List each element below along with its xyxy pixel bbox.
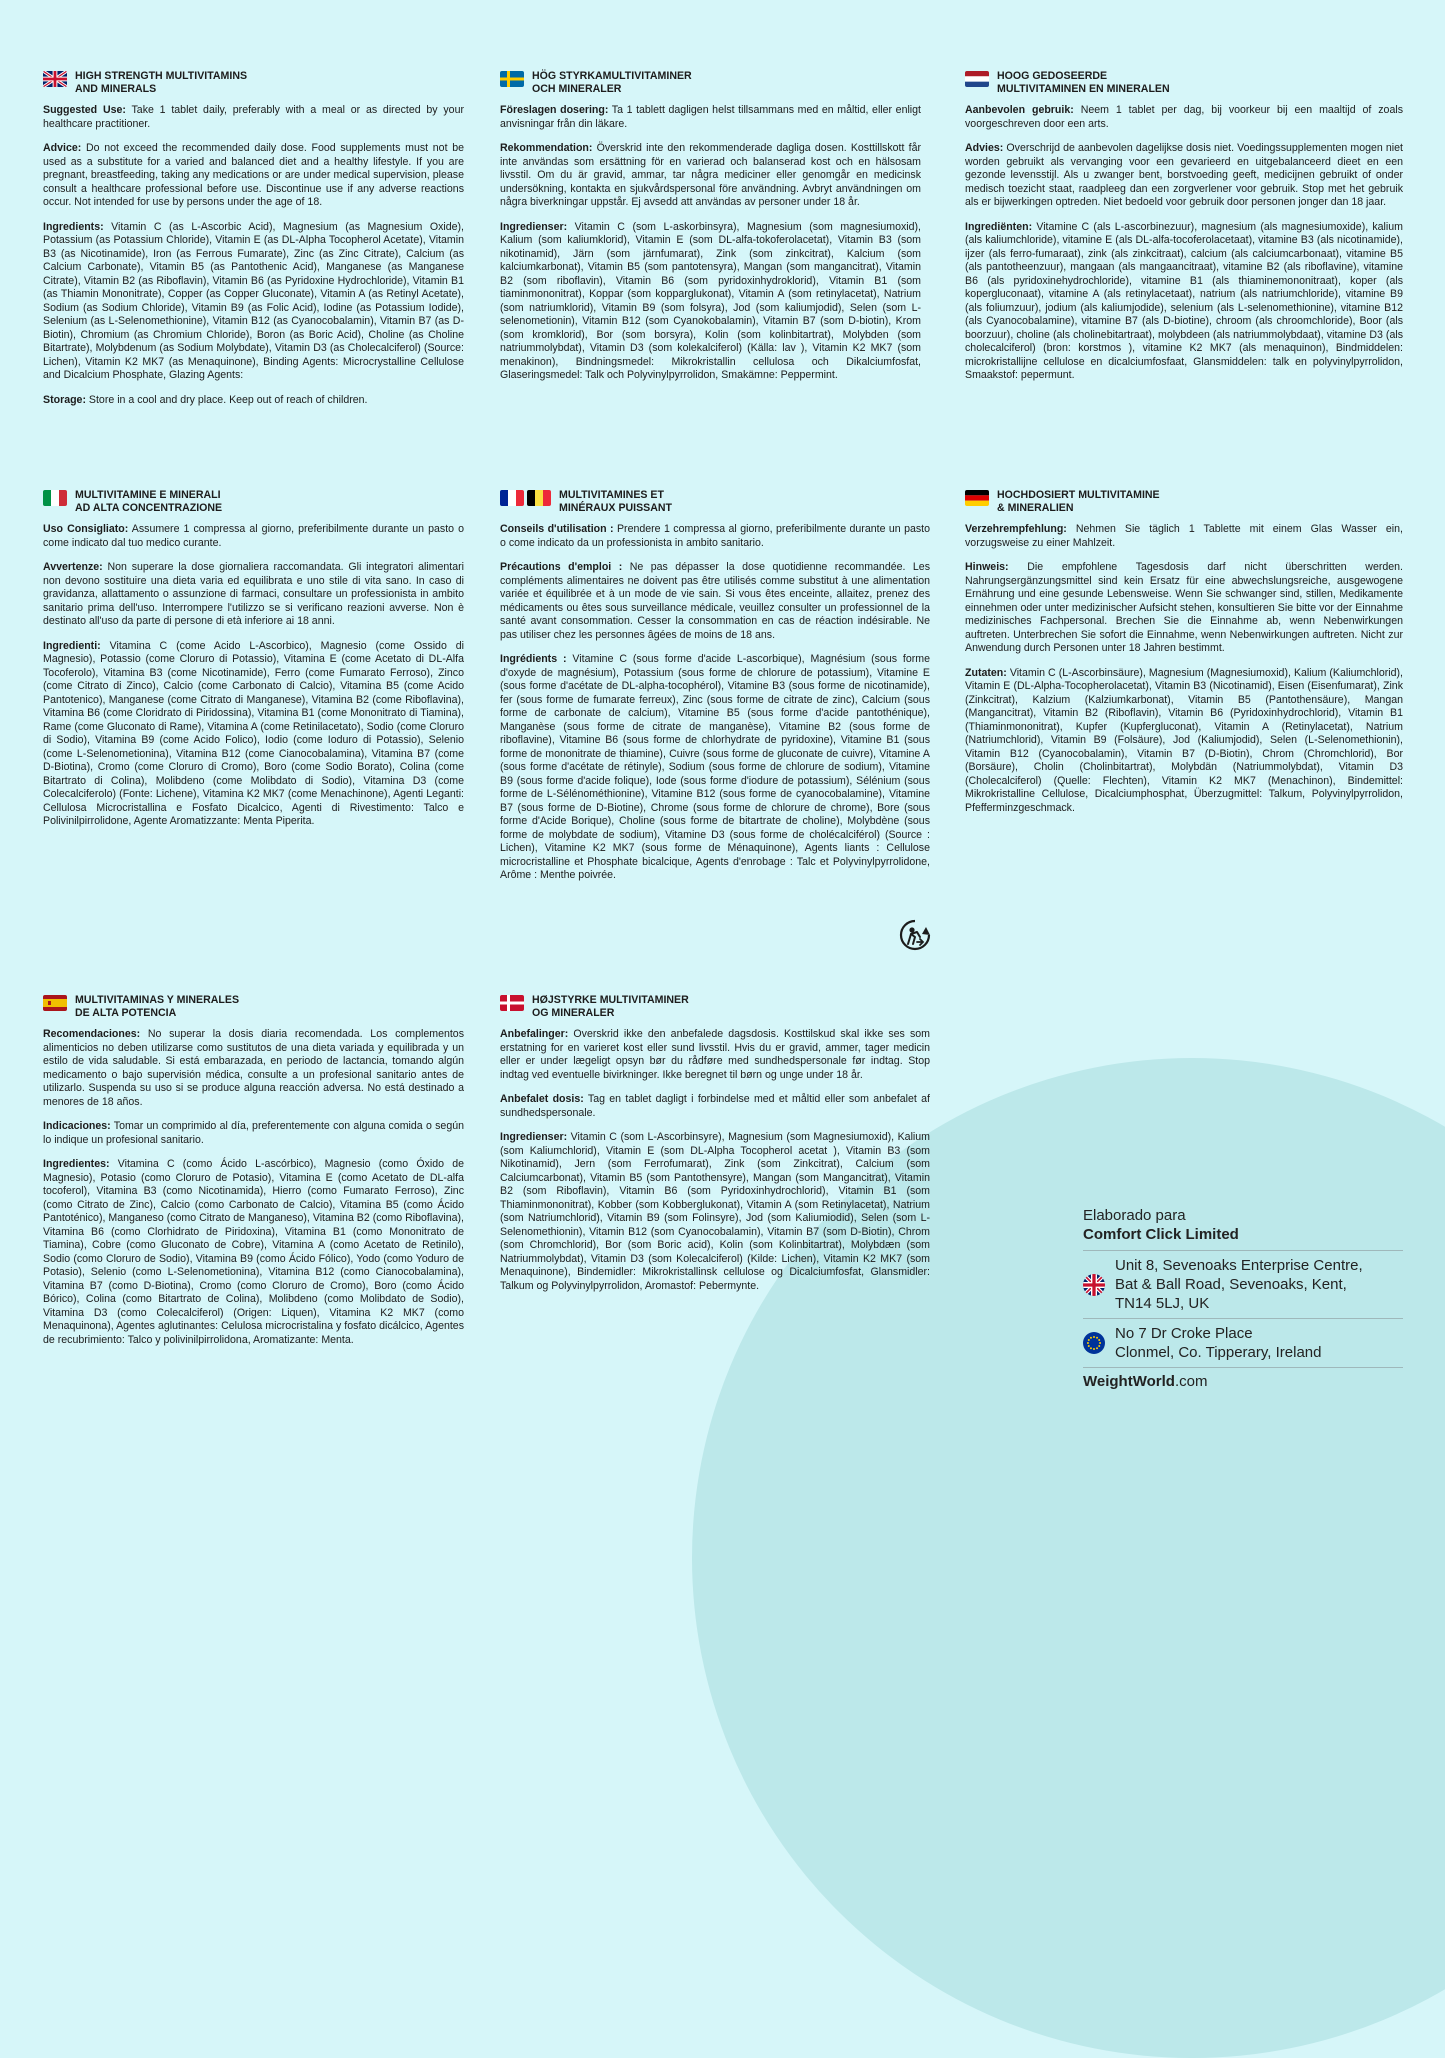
recycle-logo-icon — [898, 918, 932, 952]
paragraph-label: Ingredienti: — [43, 639, 101, 652]
paragraph-label: Zutaten: — [965, 666, 1007, 679]
company-name: Comfort Click Limited — [1083, 1225, 1403, 1251]
paragraph-text: Vitamin C (som L-Ascorbinsyre), Magnesium (som Magnesiumoxid), Kalium (som Kaliumchlorid), Vitamin E (som DL-Alpha Tocopherol acetat ), Vitamin B3 (som Nikotinamid), Jern (som Ferrofumarat), Zink (som Zinkcitrat), Calcium (som Calciumcarbonat), Vitamin B5 (som Pantothensyre), Mangan (som Mangancitrat), Vitamin B2 (som Riboflavin), Vitamin B6 (som Pyridoxinhydrochlorid), Vitamin B1 (som Thiaminmononitrat), Kobber (som Kobberglukonat), Vitamin A (som Retinylacetat), Natrium (som Natriumchlorid), Vitamin B9 (som Folinsyre), Jod (som Kaliumiodid), Selen (som L-Selenomethionin), Vitamin B12 (som Cyanocobalamin), Vitamin B7 (som D-Biotin), Chrom (som Chromchlorid), Bor (som Boric acid), Kolin (som Kolinbitartrat), Molybdæn (som Natriummolybdat), Vitamin D3 (som Kolecalciferol) (Kilde: Lichen), Vitamin K2 MK7 (som Menaquinone), Bindemidler: Mikrokristallinsk cellulose og Dicalciumfosfat, Glansmidler: Talkum og Polyvinylpyrrolidon, Aromastof: Pebermynte. — [500, 1131, 930, 1292]
paragraph-text: Tag en tablet dagligt i forbindelse med et måltid eller som anbefalet af sundhedspersonale. — [500, 1093, 930, 1119]
section-paragraph — [500, 1093, 930, 1120]
paragraph-text: Överskrid inte den rekommenderade dagliga dosen. Kosttillskott får inte användas som ersättning för en varierad och balanserad kost och en hälsosam livsstil. Om du är gravid, ammar, tar några mediciner eller genomgår en medicinsk undersökning, kontakta en sjukvårdspersonal före användning. Avbryt användningen om några biverkningar uppstår. Ej avsedd att användas av personer under 18 år. — [500, 142, 921, 208]
section-title: HIGH STRENGTH MULTIVITAMINS AND MINERALS — [75, 70, 248, 95]
paragraph-label: Storage: — [43, 393, 86, 406]
section-body — [43, 1028, 464, 1347]
section-en — [43, 70, 464, 407]
paragraph-label: Précautions d'emploi : — [500, 561, 623, 573]
paragraph-label: Anbefalinger: — [500, 1028, 569, 1040]
section-paragraph — [43, 1158, 464, 1347]
uk-address: Unit 8, Sevenoaks Enterprise Centre, Bat & Ball Road, Sevenoaks, Kent, TN14 5LJ, UK — [1115, 1257, 1363, 1312]
paragraph-text: Vitamin C (som L-askorbinsyra), Magnesium (som magnesiumoxid), Kalium (som kaliumklorid), Vitamin E (som DL-alfa-tokoferolacetat), Vitamin B3 (som nikotinamid), Järn (som järnfumarat), Zink (som zinkcitrat), Kalcium (som kalciumkarbonat), Vitamin B5 (som pantotensyra), Mangan (som mangancitrat), Vitamin B2 (som riboflavin), Vitamin B6 (som pyridoxinhydroklorid), Vitamin B1 (som tiaminmononitrat), Koppar (som kopparglukonat), Vitamin A (som retinylacetat), Natrium (som natriumklorid), Vitamin B9 (som folsyra), Jod (som kaliumjodid), Selen (som L-selenometionin), Vitamin B12 (som Cyanokobalamin), Vitamin B7 (som D-biotin), Krom (som kromklorid), Bor (som borsyra), Kolin (som kolinbitartrat), Molybden (som natriummolybdat), Vitamin D3 (som kolekalciferol) (Källa: lav ), Vitamin K2 MK7 (som menakinon), Bindningsmedel: Mikrokristallin cellulosa och Dikalciumfosfat, Glaseringsmedel: Talk och Polyvinylpyrrolidon, Smakämne: Peppermint. — [500, 220, 921, 381]
section-paragraph — [965, 142, 1403, 210]
paragraph-text: Nehmen Sie täglich 1 Tablette mit einem Glas Wasser ein, vorzugsweise zu einer Mahlzeit. — [965, 523, 1403, 549]
section-header — [43, 489, 464, 515]
section-header — [500, 994, 930, 1020]
paragraph-text: Assumere 1 compressa al giorno, preferibilmente durante un pasto o come indicato dal tuo medico curante. — [43, 523, 464, 549]
paragraph-text: Store in a cool and dry place. Keep out of reach of children. — [85, 393, 368, 406]
paragraph-label: Advies: — [965, 142, 1004, 154]
section-header — [965, 70, 1403, 96]
section-paragraph — [43, 1028, 464, 1109]
section-fr — [500, 489, 930, 883]
paragraph-text: Vitamine C (als L-ascorbinezuur), magnesium (als magnesiumoxide), kalium (als kaliumchloride), vitamine E (als DL-alfa-tocoferolacetaat), vitamine B3 (als nicotinamide), ijzer (als ferro-fumaraat), zink (als zinkcitraat), calcium (als calciumcarbonaat), vitamine B5 (als pantotheenzuur), mangaan (als mangaancitraat), vitamine B2 (als riboflavine), vitamine B6 (als pyridoxinehydrochloride), vitamine B1 (als thiaminemononitraat), koper (als kopergluconaat), vitamine A (als retinylacetaat), natrium (als natriumchloride), vitamine B9 (als foliumzuur), jodium (als kaliumjodide), selenium (als L-selenomethionine), vitamine B12 (als Cyanocobalamine), vitamine B7 (als D-biotine), chroom (als chroomchloride), Boor (als boorzuur), choline (als cholinebitartraat), molybdeen (als natriummolybdaat), vitamine D3 (als cholecalciferol) (bron: korstmos ), vitamine K2 MK7 (als menaquinon), Bindmiddelen: microkristallijne cellulose en dicalciumfosfaat, Glansmiddelen: talk en polyvinylpyrrolidon, Smaakstof: pepermunt. — [965, 220, 1403, 381]
section-paragraph — [500, 1028, 930, 1082]
made-for-label: Elaborado para — [1083, 1207, 1186, 1224]
section-paragraph — [965, 667, 1403, 816]
paragraph-text: Vitamina C (como Ácido L-ascórbico), Magnesio (como Óxido de Magnesio), Potasio (como Cloruro de Potasio), Vitamina E (como Acetato de DL-alfa tocoferol), Vitamina B3 (como Nicotinamida), Hierro (como Fumarato Ferroso), Zinc (como Citrato de Zinc), Calcio (como Carbonato de Calcio), Vitamina B5 (como Ácido Pantoténico), Manganeso (como Citrato de Manganeso), Vitamina B2 (como Riboflavina), Vitamina B6 (como Clorhidrato de Piridoxina), Vitamina B1 (como Mononitrato de Tiamina), Cobre (como Gluconato de Cobre), Vitamina A (como Acetato de Retinilo), Sodio (como Cloruro de Sodio), Vitamina B9 (como Ácido Fólico), Yodo (como Yoduro de Potasio), Selenio (como L-Selenometionina), Vitamina B12 (como Cianocobalamina), Vitamina B7 (como D-Biotina), Cromo (como Cloruro de Cromo), Boro (como Ácido Bórico), Colina (como Bitartrato de Colina), Molibdeno (como Molibdato de Sodio), Vitamina D3 (como Colecalciferol) (Origen: Liquen), Vitamina K2 MK7 (como Menaquinona), Agentes aglutinantes: Celulosa microcristalina y fosfato dicálcico, Agentes de recubrimiento: Talco y polivinilpirrolidona, Aromatizante: Menta. — [43, 1158, 464, 1346]
section-title: HÖG STYRKAMULTIVITAMINER OCH MINERALER — [532, 70, 692, 95]
section-header — [500, 70, 921, 96]
section-paragraph — [43, 523, 464, 550]
section-paragraph — [500, 561, 930, 642]
section-title: MULTIVITAMINAS Y MINERALES DE ALTA POTENCIA — [75, 994, 240, 1019]
paragraph-label: Suggested Use: — [43, 104, 126, 116]
paragraph-text: Vitamin C (as L-Ascorbic Acid), Magnesium (as Magnesium Oxide), Potassium (as Potassium Chloride), Vitamin E (as DL-Alpha Tocopherol Acetate), Vitamin B3 (as Nicotinamide), Iron (as Ferrous Fumarate), Zinc (as Zinc Citrate), Calcium (as Calcium Carbonate), Vitamin B5 (as Pantothenic Acid), Manganese (as Manganese Citrate), Vitamin B2 (as Riboflavin), Vitamin B6 (as Pyridoxine Hydrochloride), Vitamin B1 (as Thiamin Mononitrate), Copper (as Copper Gluconate), Vitamin A (as Retinyl Acetate), Sodium (as Sodium Chloride), Vitamin B9 (as Folic Acid), Iodine (as Potassium Iodide), Selenium (as L-Selenomethionine), Vitamin B12 (as Cyanocobalamin), Vitamin B7 (as D-Biotin), Chromium (as Chromium Chloride), Boron (as Boric Acid), Choline (as Choline Bitartrate), Molybdenum (as Sodium Molybdate), Vitamin D3 (as Cholecalciferol) (Source: Lichen), Vitamin K2 MK7 (as Menaquinone), Binding Agents: Microcrystalline Cellulose and Dicalcium Phosphate, Glazing Agents: — [43, 220, 464, 381]
paragraph-label: Advice: — [43, 142, 82, 154]
section-paragraph — [965, 104, 1403, 131]
section-paragraph — [500, 221, 921, 383]
section-body — [965, 523, 1403, 815]
section-paragraph — [500, 142, 921, 210]
paragraph-label: Föreslagen dosering: — [500, 104, 609, 116]
paragraph-label: Anbefalet dosis: — [500, 1093, 584, 1105]
paragraph-text: Vitamina C (come Acido L-Ascorbico), Magnesio (come Ossido di Magnesio), Potassio (come Cloruro di Potassio), Vitamina E (come Acetato di DL-Alfa Tocoferolo), Vitamina B3 (come Nicotinamide), Ferro (come Fumarato Ferroso), Zinco (come Citrato di Zinco), Calcio (come Carbonato di Calcio), Vitamina B5 (come Acido Pantotenico), Manganese (come Citrato di Manganese), Vitamina B2 (come Riboflavina), Vitamina B6 (come Cloridrato di Piridossina), Vitamina B1 (come Mononitrato di Tiamina), Rame (come Gluconato di Rame), Vitamina A (come Retinilacetato), Sodio (come Cloruro di Sodio), Vitamina B9 (come Acido Folico), Iodio (come Ioduro di Potassio), Selenio (come L-Selenometionina), Vitamina B12 (come Cianocobalamina), Vitamina B7 (come D-Biotina), Cromo (come Cloruro di Cromo), Boro (come Sodio Borato), Colina (come Bitartrato di Colina), Molibdeno (come Molibdato di Sodio), Vitamina D3 (come Colecalciferolo) (Fonte: Lichene), Vitamina K2 MK7 (come Menachinone), Agenti Leganti: Cellulosa Microcristallina e Fosfato Dicalcico, Agenti di Rivestimento: Talco e Polivinilpirrolidone, Agente Aromatizzante: Menta Piperita. — [43, 639, 464, 827]
section-sv — [500, 70, 921, 383]
paragraph-label: Ingredients: — [43, 220, 104, 233]
paragraph-text: Non superare la dose giornaliera raccomandata. Gli integratori alimentari non devono sostituire una dieta varia ed equilibrata e uno stile di vita sano. In caso di gravidanza, allattamento o assunzione di farmaci, consultare un professionista in ambito sanitario prima dell'uso. Interrompere l'utilizzo se si verificano reazioni avverse. Non è destinato all'uso da parte di persone di età inferiore ai 18 anni. — [43, 561, 464, 627]
france-flag-icon — [500, 490, 524, 506]
section-paragraph — [43, 221, 464, 383]
sweden-flag-icon — [500, 71, 524, 87]
paragraph-label: Ingredienser: — [500, 220, 568, 233]
paragraph-text: Vitamine C (sous forme d'acide L-ascorbique), Magnésium (sous forme d'oxyde de magnésium), Potassium (sous forme de chlorure de potassium), Vitamine E (sous forme d'acétate de DL-alpha-tocophérol), Vitamine B3 (sous forme de nicotinamide), fer (sous forme de fumarate ferreux), Zinc (sous forme de citrate de zinc), Calcium (sous forme de carbonate de calcium), Vitamine B5 (sous forme d'acide pantothénique), Manganèse (sous forme de citrate de manganèse), Vitamine B2 (sous forme de riboflavine), Vitamine B6 (sous forme de chlorhydrate de pyridoxine), Vitamine B1 (sous forme de mononitrate de thiamine), Cuivre (sous forme de gluconate de cuivre), Vitamine A (sous forme d'acétate de rétinyle), Sodium (sous forme de chlorure de sodium), Vitamine B9 (sous forme d'acide folique), Iode (sous forme d'iodure de potassium), Sélénium (sous forme de L-Sélénométhionine), Vitamine B12 (sous forme de cyanocobalamine), Vitamine B7 (sous forme de D-Biotine), Chrome (sous forme de chlorure de chrome), Bore (sous forme d'Acide Borique), Choline (sous forme de bitartrate de choline), Molybdène (sous forme de molybdate de sodium), Vitamine D3 (sous forme de cholécalciférol) (Source : Lichen), Vitamine K2 MK7 (sous forme de Ménaquinone), Agents liants : Cellulose microcristalline et Phosphate bicalcique, Agents d'enrobage : Talc et Polyvinylpyrrolidone, Arôme : Menthe poivrée. — [500, 653, 930, 881]
section-de — [965, 489, 1403, 815]
paragraph-label: Recomendaciones: — [43, 1028, 141, 1040]
section-paragraph — [965, 561, 1403, 656]
section-es — [43, 994, 464, 1347]
paragraph-label: Uso Consigliato: — [43, 523, 129, 535]
section-title: HOCHDOSIERT MULTIVITAMINE & MINERALIEN — [997, 489, 1160, 514]
section-body — [43, 104, 464, 407]
manufacturer-block — [1083, 1206, 1403, 1391]
paragraph-text: Prendere 1 compressa al giorno, preferibilmente durante un pasto o come indicato da un professionista in ambito sanitario. — [500, 523, 931, 549]
section-da — [500, 994, 930, 1293]
paragraph-text: Tomar un comprimido al día, preferentemente con alguna comida o según lo indique un profesional sanitario. — [43, 1120, 464, 1146]
section-paragraph — [43, 1120, 464, 1147]
eu-address-row — [1083, 1319, 1403, 1368]
section-body — [500, 1028, 930, 1293]
paragraph-label: Aanbevolen gebruik: — [965, 104, 1074, 116]
paragraph-label: Avvertenze: — [43, 561, 103, 573]
section-header — [43, 994, 464, 1020]
section-title: HOOG GEDOSEERDE MULTIVITAMINEN EN MINERALEN — [997, 70, 1170, 95]
section-title: MULTIVITAMINES ET MINÉRAUX PUISSANT — [559, 489, 673, 514]
section-header — [965, 489, 1403, 515]
section-body — [500, 523, 930, 883]
eu-address: No 7 Dr Croke Place Clonmel, Co. Tipperary, Ireland — [1115, 1325, 1322, 1361]
section-paragraph — [500, 653, 930, 883]
paragraph-label: Ingredientes: — [43, 1158, 110, 1170]
paragraph-label: Ingrédients : — [500, 653, 567, 665]
uk-flag-icon — [1083, 1274, 1105, 1296]
italy-flag-icon — [43, 490, 67, 506]
section-paragraph — [500, 523, 930, 550]
section-body — [500, 104, 921, 383]
netherlands-flag-icon — [965, 71, 989, 87]
eu-flag-icon — [1083, 1332, 1105, 1354]
germany-flag-icon — [965, 490, 989, 506]
section-paragraph — [965, 221, 1403, 383]
section-paragraph — [500, 1131, 930, 1293]
paragraph-label: Conseils d'utilisation : — [500, 523, 614, 535]
paragraph-text: Vitamin C (L-Ascorbinsäure), Magnesium (Magnesiumoxid), Kalium (Kaliumchlorid), Vitamin E (DL-Alpha-Tocopherolacetat), Vitamin B3 (Nicotinamid), Eisen (Eisenfumarat), Zink (Zinkcitrat), Kalzium (Kalziumkarbonat), Vitamin B5 (Pantothensäure), Mangan (Mangancitrat), Vitamin B2 (Riboflavin), Vitamin B6 (Pyridoxinhydrochlorid), Vitamin B1 (Thiaminmononitrat), Kupfer (Kupfergluconat), Vitamin A (Retinylacetat), Natrium (Natriumchlorid), Vitamin B9 (Folsäure), Jod (Kaliumjodid), Selen (L-Selenomethionin), Vitamin B12 (Cyanocobalamin), Vitamin B7 (D-Biotin), Chrom (Chromchlorid), Bor (Borsäure), Cholin (Cholinbitartrat), Molybdän (Natriummolybdat), Vitamin D3 (Cholecalciferol) (Quelle: Flechten), Vitamin K2 MK7 (Menachinon), Bindemittel: Mikrokristalline Cellulose, Dicalciumphosphat, Überzugmittel: Talkum, Polyvinylpyrrolidon, Pfefferminzgeschmack. — [965, 666, 1403, 814]
paragraph-text: Ta 1 tablett dagligen helst tillsammans med en måltid, eller enligt anvisningar från din läkare. — [500, 104, 921, 130]
uk-flag-icon — [43, 71, 67, 87]
paragraph-label: Ingrediënten: — [965, 220, 1033, 233]
paragraph-text: Ne pas dépasser la dose quotidienne recommandée. Les compléments alimentaires ne doivent pas être utilisés comme substitut à une alimentation variée et équilibrée et à un mode de vie sain. Si vous êtes enceinte, allaitez, prenez des médicaments ou êtes sous surveillance médicale, veuillez consulter un professionnel de la santé avant consommation. Cesser la consommation en cas de réaction indésirable. Ne pas utiliser chez les personnes âgées de moins de 18 ans. — [500, 561, 930, 641]
section-header — [500, 489, 930, 515]
denmark-flag-icon — [500, 995, 524, 1011]
section-paragraph — [500, 104, 921, 131]
paragraph-text: Overskrid ikke den anbefalede dagsdosis. Kosttilskud skal ikke ses som erstatning for en varieret kost eller sund livsstil. Hvis du er gravid, ammer, tager medicin eller er under lægeligt opsyn bør du rådføre med sundhedspersonale før indtag. Stop indtag ved eventuelle bivirkninger. Ikke beregnet til børn og unge under 18 år. — [500, 1028, 930, 1081]
paragraph-label: Indicaciones: — [43, 1120, 111, 1132]
paragraph-text: No superar la dosis diaria recomendada. Los complementos alimenticios no deben utilizarse como sustitutos de una dieta variada y equilibrada y un estilo de vida saludable. Si está embarazada, en periodo de lactancia, tomando algún medicamento o bajo supervisión médica, consulte a un profesional sanitario antes de utilizarlo. Suspenda su uso si se produce alguna reacción adversa. No está destinado a menores de 18 años. — [43, 1028, 464, 1108]
section-paragraph — [43, 394, 464, 408]
paragraph-text: Die empfohlene Tagesdosis darf nicht überschritten werden. Nahrungsergänzungsmittel sind kein Ersatz für eine abwechslungsreiche, ausgewogene Ernährung und eine gesunde Lebensweise. Wenn Sie schwanger sind, stillen, Medikamente einnehmen oder unter medizinischer Aufsicht stehen, konsultieren Sie bitte vor der Einnahme medizinisches Fachpersonal. Brechen Sie die Einnahme ab, wenn Nebenwirkungen auftreten. Unterbrechen Sie sofort die Einnahme, wenn Nebenwirkungen auftreten. Nicht zur Anwendung durch Personen unter 18 Jahren bestimmt. — [965, 561, 1403, 654]
section-title: MULTIVITAMINE E MINERALI AD ALTA CONCENTRAZIONE — [75, 489, 223, 514]
section-nl — [965, 70, 1403, 383]
section-paragraph — [43, 640, 464, 829]
paragraph-label: Rekommendation: — [500, 142, 593, 154]
paragraph-text: Neem 1 tablet per dag, bij voorkeur bij een maaltijd of zoals voorgeschreven door een arts. — [965, 104, 1403, 130]
section-body — [43, 523, 464, 829]
paragraph-label: Verzehrempfehlung: — [965, 523, 1067, 535]
section-body — [965, 104, 1403, 383]
section-paragraph — [43, 104, 464, 131]
uk-address-row — [1083, 1251, 1403, 1319]
section-title: HØJSTYRKE MULTIVITAMINER OG MINERALER — [532, 994, 689, 1019]
spain-flag-icon — [43, 995, 67, 1011]
section-header — [43, 70, 464, 96]
section-paragraph — [43, 142, 464, 210]
belgium-flag-icon — [527, 490, 551, 506]
paragraph-text: Do not exceed the recommended daily dose. Food supplements must not be used as a substitute for a varied and balanced diet and a healthy lifestyle. If you are pregnant, breastfeeding, taking any medications or are under medical supervision, please consult a healthcare professional before use. Discontinue use if any adverse reactions occur. Not intended for use by persons under the age of 18. — [43, 142, 464, 208]
section-paragraph — [43, 561, 464, 629]
paragraph-label: Ingredienser: — [500, 1131, 568, 1143]
paragraph-text: Overschrijd de aanbevolen dagelijkse dosis niet. Voedingssupplementen mogen niet worden gebruikt als vervanging voor een gevarieerd en uitgebalanceerd dieet en een gezonde levensstijl. Als u zwanger bent, borstvoeding geeft, medicijnen gebruikt of onder medisch toezicht staat, raadpleeg dan een zorgverlener voor gebruik. Stop met het gebruik als er bijwerkingen optreden. Niet bedoeld voor gebruik door personen jonger dan 18 jaar. — [965, 142, 1403, 208]
paragraph-label: Hinweis: — [965, 561, 1009, 573]
paragraph-text: Take 1 tablet daily, preferably with a meal or as directed by your healthcare practitioner. — [43, 104, 464, 130]
website-link[interactable]: WeightWorld.com — [1083, 1373, 1208, 1390]
section-paragraph — [965, 523, 1403, 550]
section-it — [43, 489, 464, 829]
